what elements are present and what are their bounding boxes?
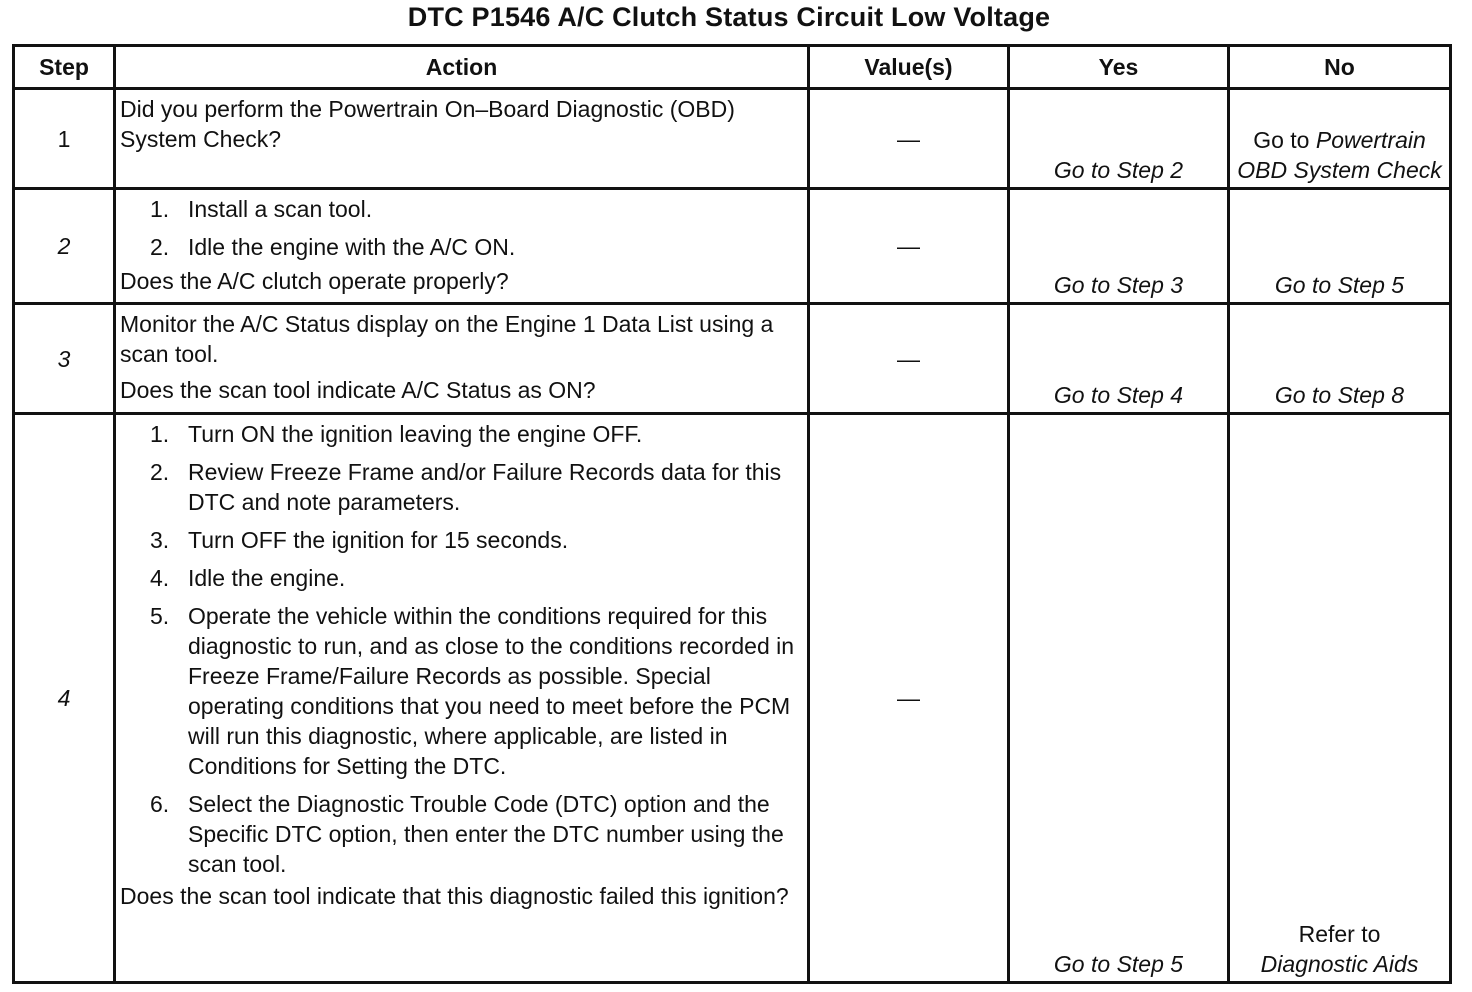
- yes-cell: [1009, 89, 1229, 189]
- action-cell: [115, 89, 809, 189]
- page-title: DTC P1546 A/C Clutch Status Circuit Low Voltage: [407, 2, 1051, 32]
- yes-cell: [1009, 414, 1229, 983]
- no-cell: [1229, 189, 1451, 304]
- value-cell: —: [809, 189, 1009, 304]
- action-step-item: 1. Install a scan tool.: [150, 196, 373, 222]
- action-step-item: 2. Review Freeze Frame and/or Failure Records data for this DTC and note parameters.: [150, 459, 782, 515]
- action-step-item: 4. Idle the engine.: [150, 565, 346, 591]
- step-number: 2: [14, 189, 115, 304]
- header-values: Value(s): [809, 46, 1009, 89]
- action-intro: Monitor the A/C Status display on the Engine 1 Data List using a scan tool.: [120, 311, 774, 367]
- yes-cell: [1009, 304, 1229, 414]
- no-link[interactable]: Diagnostic Aids: [1260, 951, 1419, 977]
- yes-link[interactable]: Go to Step 5: [1053, 951, 1184, 977]
- action-question: Does the scan tool indicate that this diagnostic failed this ignition?: [120, 883, 789, 909]
- no-link[interactable]: Go to Step 5: [1274, 272, 1405, 298]
- no-prefix: Go to: [1253, 127, 1310, 153]
- value-cell: —: [809, 414, 1009, 983]
- action-steps: [120, 419, 803, 879]
- header-step: Step: [14, 46, 115, 89]
- action-cell: [115, 414, 809, 983]
- no-cell: [1229, 414, 1451, 983]
- yes-link[interactable]: Go to Step 2: [1053, 157, 1184, 183]
- step-number: 3: [14, 304, 115, 414]
- table-row-step-3: [14, 304, 1451, 414]
- yes-link[interactable]: Go to Step 4: [1053, 382, 1184, 408]
- action-step-item: 5. Operate the vehicle within the conditions required for this diagnostic to run, and as close to the conditions recorded in Freeze Frame/Failure Records as possible. Special operating conditions that you need to meet before the PCM will run this diagnostic, where applicable, are listed in Conditions for Setting the DTC.: [150, 603, 795, 779]
- action-cell: [115, 304, 809, 414]
- table-row-step-1: [14, 89, 1451, 189]
- step-number: 4: [14, 414, 115, 983]
- yes-link[interactable]: Go to Step 3: [1053, 272, 1184, 298]
- yes-cell: [1009, 189, 1229, 304]
- diagnostic-table: [12, 44, 1452, 984]
- header-action: Action: [115, 46, 809, 89]
- table-row-step-2: [14, 189, 1451, 304]
- action-step-item: 3. Turn OFF the ignition for 15 seconds.: [150, 527, 569, 553]
- header-yes: Yes: [1009, 46, 1229, 89]
- header-row: [14, 46, 1451, 89]
- action-step-item: 1. Turn ON the ignition leaving the engine OFF.: [150, 421, 643, 447]
- action-step-item: 6. Select the Diagnostic Trouble Code (DTC) option and the Specific DTC option, then enter the DTC number using the scan tool.: [150, 791, 784, 877]
- action-intro: Did you perform the Powertrain On–Board Diagnostic (OBD) System Check?: [120, 96, 735, 152]
- table-row-step-4: [14, 414, 1451, 983]
- action-steps: [120, 194, 803, 262]
- action-step-item: 2. Idle the engine with the A/C ON.: [150, 234, 516, 260]
- no-cell: [1229, 304, 1451, 414]
- action-cell: [115, 189, 809, 304]
- no-link[interactable]: Go to Step 8: [1274, 382, 1405, 408]
- no-cell: [1229, 89, 1451, 189]
- value-cell: —: [809, 304, 1009, 414]
- action-question: Does the scan tool indicate A/C Status as ON?: [120, 377, 596, 403]
- action-question: Does the A/C clutch operate properly?: [120, 268, 509, 294]
- step-number: 1: [14, 89, 115, 189]
- no-prefix: Refer to: [1298, 921, 1381, 947]
- header-no: No: [1229, 46, 1451, 89]
- value-cell: —: [809, 89, 1009, 189]
- no-link[interactable]: Powertrain OBD System Check: [1237, 127, 1442, 183]
